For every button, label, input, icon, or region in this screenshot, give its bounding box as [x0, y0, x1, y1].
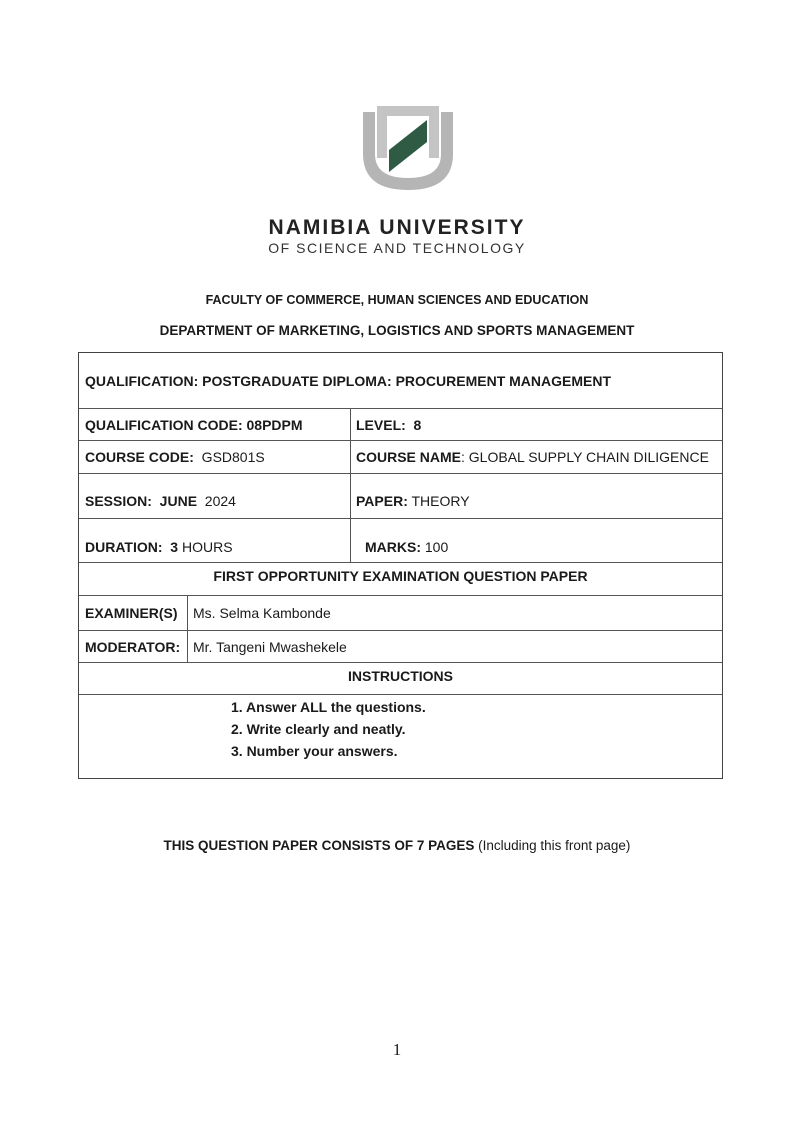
marks-label: MARKS:: [365, 538, 421, 555]
university-name: NAMIBIA UNIVERSITY: [268, 216, 526, 239]
qualification-code-label: QUALIFICATION CODE:: [85, 416, 243, 433]
exam-info-table: [78, 352, 723, 779]
marks-value: 100: [421, 538, 449, 555]
session-value: 2024: [197, 493, 236, 509]
moderator-label: MODERATOR:: [85, 638, 181, 655]
faculty: FACULTY OF COMMERCE, HUMAN SCIENCES AND EDUCATION: [205, 293, 589, 307]
instruction-item: 2. Write clearly and neatly.: [231, 721, 406, 737]
moderator-row: [79, 631, 722, 663]
moderator-value: Mr. Tangeni Mwashekele: [193, 638, 347, 655]
course-row: [79, 441, 722, 474]
page-number: 1: [392, 1040, 402, 1059]
instructions-title-row: [79, 663, 722, 695]
page-count-bold: THIS QUESTION PAPER CONSISTS OF 7 PAGES: [163, 838, 475, 853]
instructions-title: INSTRUCTIONS: [348, 667, 453, 684]
qualification-row: [79, 353, 722, 409]
examiner-label: EXAMINER(S): [85, 605, 178, 621]
level-label: LEVEL:: [356, 416, 406, 433]
examiner-value: Ms. Selma Kambonde: [193, 605, 331, 621]
qualification-code-value: 08PDPM: [242, 416, 303, 433]
paper-title: FIRST OPPORTUNITY EXAMINATION QUESTION PAPER: [213, 568, 588, 584]
instruction-item: 3. Number your answers.: [231, 743, 398, 759]
examiner-row: [79, 596, 722, 631]
duration-row: [79, 519, 722, 563]
paper-label: PAPER:: [356, 493, 408, 509]
department: DEPARTMENT OF MARKETING, LOGISTICS AND SPORTS MANAGEMENT: [159, 323, 635, 338]
paper-value: THEORY: [407, 493, 470, 509]
course-code-label: COURSE CODE:: [85, 449, 194, 465]
session-label: SESSION: JUNE: [85, 493, 198, 509]
paper-title-row: [79, 563, 722, 596]
course-name-label: COURSE NAME: [356, 449, 462, 465]
code-level-row: [79, 409, 722, 441]
session-row: [79, 474, 722, 519]
level-value: 8: [405, 416, 422, 433]
course-name-value: : GLOBAL SUPPLY CHAIN DILIGENCE: [461, 449, 709, 465]
course-code-value: GSD801S: [193, 449, 265, 465]
duration-label: DURATION: 3: [85, 538, 179, 555]
duration-value: HOURS: [178, 538, 233, 555]
qualification-value: POSTGRADUATE DIPLOMA: PROCUREMENT MANAGEMENT: [198, 372, 612, 389]
university-subtitle: OF SCIENCE AND TECHNOLOGY: [268, 240, 526, 256]
instruction-item: 1. Answer ALL the questions.: [231, 699, 426, 715]
page-count-note: [0, 838, 794, 853]
qualification-label: QUALIFICATION:: [85, 372, 199, 389]
university-logo: [357, 98, 459, 194]
page-count-note-detail: (Including this front page): [474, 838, 631, 853]
